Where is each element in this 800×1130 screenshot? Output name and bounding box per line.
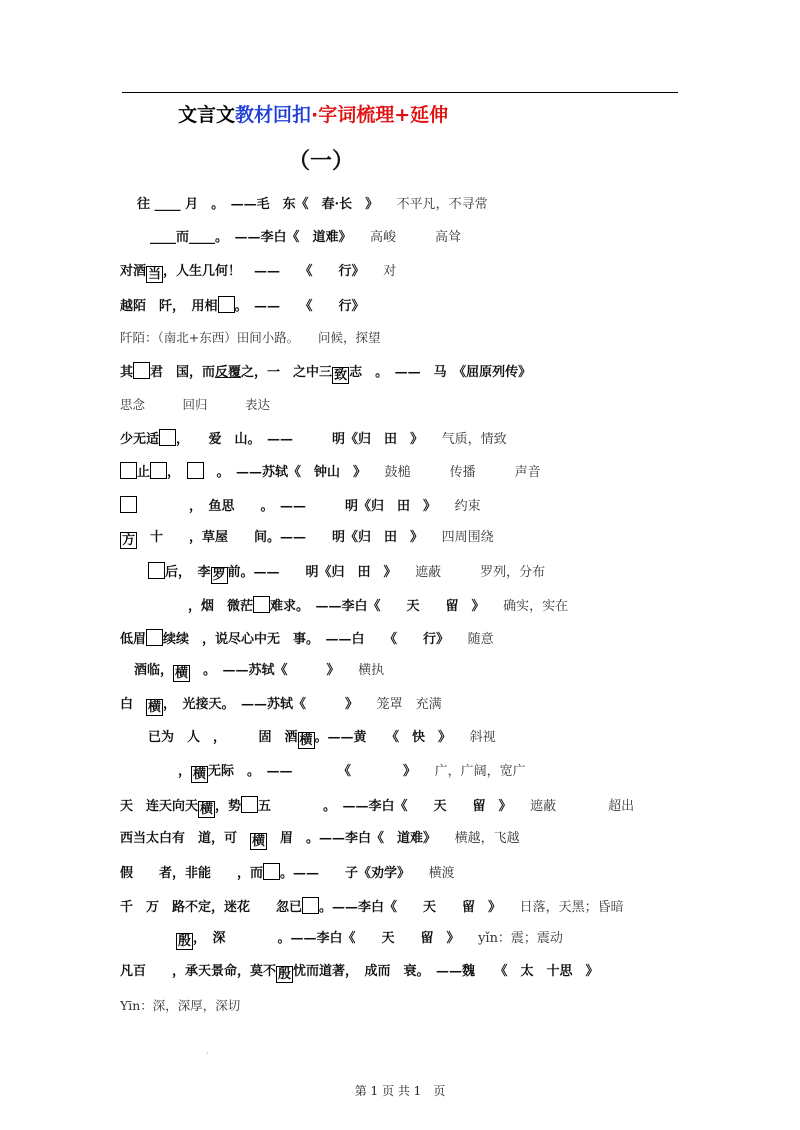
- line-10-a: ， 鱼思 。 —— 明《归 田 》: [189, 499, 437, 514]
- line-19: [120, 796, 634, 818]
- line-21-meaning: 横渡: [428, 866, 455, 881]
- document-title: [178, 100, 448, 127]
- line-19-empty-box: [241, 796, 258, 813]
- line-4-b: 。 —— 《 行》: [234, 299, 365, 314]
- line-13-b: 难求。 ——李白《 天 留 》: [270, 599, 485, 614]
- line-15-meaning: 横执: [358, 663, 385, 678]
- line-1-text: 月 。 ——毛 东《 春·长 》: [185, 197, 379, 212]
- line-8-a: 少无适: [120, 432, 160, 447]
- line-20-a: 西当太白有 道，可: [120, 831, 251, 846]
- line-11-meaning: 四周围绕: [441, 530, 494, 545]
- line-11-a: 十 ，草屋 间。—— 明《归 田 》: [150, 530, 424, 545]
- line-7-note: 思念 回归 表达: [120, 397, 271, 412]
- line-3-a: 对酒: [120, 264, 147, 279]
- line-23: [176, 930, 563, 950]
- line-17: [148, 729, 496, 749]
- line-3-meaning: 对: [383, 264, 397, 279]
- line-15: [134, 662, 384, 682]
- line-22-empty-box: [302, 897, 319, 914]
- line-6-c: 之，一 之中三: [241, 365, 333, 380]
- line-17-boxed-char: 横: [299, 733, 313, 748]
- line-13-a: ，烟 微茫: [188, 599, 254, 614]
- line-17-b: 。——黄 《 快 》: [314, 730, 452, 745]
- line-13-meaning: 确实，实在: [503, 599, 569, 614]
- line-11-boxed-char: 方: [122, 533, 136, 548]
- line-10: [120, 496, 481, 516]
- line-14-b: 续续 ，说尽心中无 事。 ——白 《 行》: [163, 632, 450, 647]
- line-21: [120, 863, 455, 883]
- line-11: [120, 529, 494, 549]
- line-20: [120, 830, 520, 850]
- line-9-a: 止: [137, 465, 151, 480]
- line-10-empty-box: [120, 496, 137, 513]
- line-19-c: 五 。 ——李白《 天 留 》: [258, 799, 512, 814]
- line-3-boxed-char: 当: [148, 267, 162, 282]
- line-22-meaning: 日落，天黑；昏暗: [519, 900, 624, 915]
- line-20-meaning: 横越，飞越: [454, 831, 520, 846]
- line-23-boxed-char: 殷: [178, 934, 192, 949]
- line-15-b: 。 ——苏轼《 》: [190, 663, 340, 678]
- line-2-meaning: 高峻 高耸: [370, 230, 462, 245]
- line-19-b: ，势: [215, 799, 242, 814]
- line-14-meaning: 随意: [467, 632, 494, 647]
- line-5-note: 阡陌：（南北+东西）田间小路。 问候，探望: [120, 330, 381, 345]
- line-25-note: Yīn：深，深厚，深切: [120, 998, 241, 1013]
- line-24: [120, 963, 599, 983]
- title-part-2: 教材回扣: [235, 104, 312, 126]
- line-19-meaning: 遮蔽 超出: [530, 799, 635, 814]
- line-6-a: 其: [120, 365, 134, 380]
- line-22: [120, 897, 624, 917]
- line-9-empty-box-2: [150, 462, 167, 479]
- line-6-b: 君 国，而: [150, 365, 216, 380]
- line-22-a: 千 万 路不定，迷花 忽已: [120, 900, 303, 915]
- line-4: [120, 296, 365, 316]
- line-1-a: 往: [137, 197, 151, 212]
- line-15-a: 酒临，: [134, 663, 174, 678]
- line-12-boxed-char: 罗: [212, 568, 226, 583]
- title-part-1: 文言文: [178, 104, 236, 126]
- line-24-b: 忧而道著， 成而 衰。 ——魏 《 太 十思 》: [293, 964, 599, 979]
- line-14-a: 低眉: [120, 632, 147, 647]
- line-6-empty-box: [133, 362, 150, 379]
- line-16-meaning: 笼罩 充满: [376, 697, 442, 712]
- document-subtitle: （一）: [288, 149, 355, 174]
- line-18-b: 无际 。 —— 《 》: [208, 764, 417, 779]
- line-13: [188, 596, 568, 616]
- line-23-a: ， 深 。——李白《 天 留 》: [193, 931, 460, 946]
- line-18-a: ，: [178, 764, 192, 779]
- line-1: [137, 196, 488, 214]
- line-19-a: 天 连天向天: [120, 799, 199, 814]
- line-1-blank: ____: [154, 197, 181, 212]
- line-9: [120, 462, 541, 482]
- line-9-c: 。 ——苏轼《 钟山 》: [203, 465, 367, 480]
- line-19-boxed-char: 横: [200, 802, 214, 817]
- line-9-meaning: 鼓槌 传播 声音: [384, 465, 541, 480]
- line-16-boxed-char: 横: [148, 700, 162, 715]
- line-18-meaning: 广，广阔，宽广: [434, 764, 526, 779]
- line-14: [120, 629, 494, 649]
- line-12-b: 前。—— 明《归 田 》: [227, 565, 397, 580]
- line-12: [148, 562, 545, 584]
- line-20-b: 眉 。——李白《 道难》: [267, 831, 437, 846]
- line-20-boxed-char: 横: [252, 834, 266, 849]
- line-9-b: ，: [167, 465, 174, 480]
- line-3-b: ，人生几何！ —— 《 行》: [163, 264, 365, 279]
- line-21-b: 。—— 子《劝学》: [280, 866, 411, 881]
- line-6: [120, 362, 531, 384]
- line-12-meaning: 遮蔽 罗列，分布: [415, 565, 546, 580]
- page-footer: 第 1 页 共 1 页: [354, 1084, 446, 1098]
- line-2: [150, 229, 461, 247]
- line-3: [120, 263, 396, 283]
- line-2-text: ____而____。 ——李白《 道难》: [150, 230, 352, 245]
- line-23-meaning: yǐn：震；震动: [478, 931, 563, 946]
- title-part-3: ·字词梳理+延伸: [311, 104, 449, 126]
- line-18-boxed-char: 横: [193, 767, 207, 782]
- line-16-a: 白: [120, 697, 134, 712]
- line-12-a: 后， 李: [165, 565, 211, 580]
- line-8-b: ， 爱 山。 —— 明《归 田 》: [176, 432, 424, 447]
- line-4-empty-box: [218, 296, 235, 313]
- line-9-empty-box-3: [187, 462, 204, 479]
- line-8-empty-box: [159, 429, 176, 446]
- line-10-meaning: 约束: [454, 499, 481, 514]
- line-24-boxed-char: 殷: [278, 967, 292, 982]
- line-6-d: 志 。 —— 马 《屈原列传》: [349, 365, 532, 380]
- top-rule: [122, 92, 678, 93]
- line-6-boxed-char: 致: [334, 368, 348, 383]
- line-13-empty-box: [253, 596, 270, 613]
- line-12-empty-box: [148, 562, 165, 579]
- line-18: [178, 763, 526, 783]
- line-6-underlined: 反覆: [215, 365, 242, 380]
- line-21-a: 假 者，非能 ，而: [120, 866, 264, 881]
- line-17-a: 已为 人 ， 固 酒: [148, 730, 298, 745]
- line-9-empty-box-1: [120, 462, 137, 479]
- line-16: [120, 696, 442, 716]
- line-15-boxed-char: 横: [175, 666, 189, 681]
- line-17-meaning: 斜视: [469, 730, 496, 745]
- line-24-a: 凡百 ，承天景命，莫不: [120, 964, 277, 979]
- line-8: [120, 429, 507, 449]
- line-21-empty-box: [263, 863, 280, 880]
- line-1-meaning: 不平凡，不寻常: [396, 197, 488, 212]
- stray-dot: ·: [206, 1049, 209, 1058]
- line-16-b: ， 光接天。 ——苏轼《 》: [163, 697, 359, 712]
- line-4-a: 越陌 阡， 用相: [120, 299, 218, 314]
- line-14-empty-box: [146, 629, 163, 646]
- line-22-b: 。——李白《 天 留 》: [319, 900, 502, 915]
- line-8-meaning: 气质，情致: [441, 432, 507, 447]
